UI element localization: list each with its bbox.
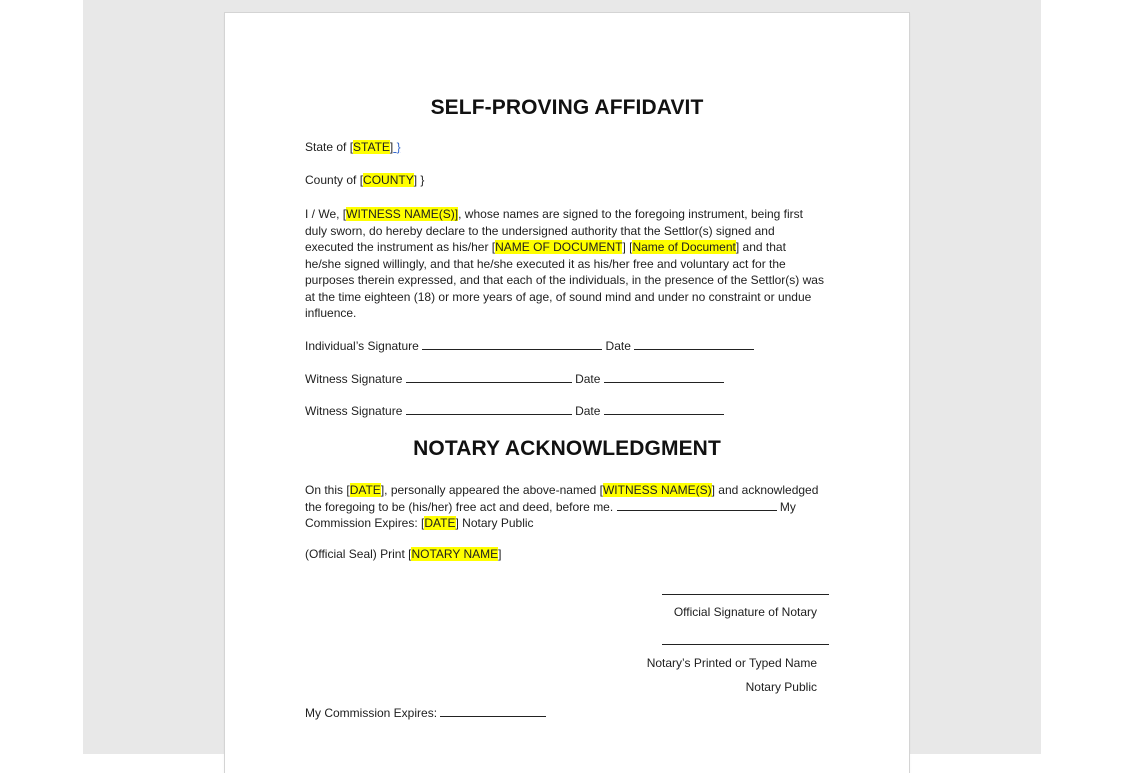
document-name-placeholder[interactable]: NAME OF DOCUMENT <box>495 240 623 254</box>
document-title-placeholder[interactable]: Name of Document <box>632 240 736 254</box>
notary-text-3: ] and acknowledged the foregoing to be (his/her) free act and deed, before me. <box>305 483 819 514</box>
witness-signature-line-1 <box>305 371 724 386</box>
witness-signature-line-2 <box>305 403 724 418</box>
county-prefix: County of [ <box>305 173 364 187</box>
body-text-4: ] and that he/she signed willingly, and that he/she executed it as his/her free and voluntary act for the purposes therein expressed, and that each of the individuals, in the presence of the Settlor(s) was at the time eighteen (18) or more years of age, of sound mind and under no constraint or undue influence. <box>305 240 824 320</box>
notary-inline-blank[interactable] <box>617 499 777 511</box>
witness-signature-label-2: Witness Signature <box>305 404 403 418</box>
county-line <box>305 173 424 187</box>
individual-date-blank[interactable] <box>634 338 754 350</box>
commission-date-placeholder[interactable]: DATE <box>424 516 456 530</box>
witness-date-blank-1[interactable] <box>604 371 724 383</box>
notary-name-placeholder[interactable]: NOTARY NAME <box>411 547 499 561</box>
state-prefix: State of [ <box>305 140 354 154</box>
affidavit-body <box>305 206 825 322</box>
witness-name-placeholder[interactable]: WITNESS NAME(S)] <box>346 207 459 221</box>
body-text-3: ] [ <box>622 240 633 254</box>
commission-expires-blank[interactable] <box>440 705 546 717</box>
county-placeholder[interactable]: COUNTY <box>363 173 414 187</box>
seal-prefix: (Official Seal) Print [ <box>305 547 412 561</box>
body-text-2: , whose names are signed to the foregoing instrument, being first duly sworn, do hereby declare to the undersigned authority that the Settlor(s) signed and executed the instrument as his/her [ <box>305 207 803 254</box>
printed-name-label: Notary’s Printed or Typed Name <box>646 656 817 670</box>
state-bracket: ] <box>389 140 394 154</box>
notary-text-1: On this [ <box>305 483 350 497</box>
state-placeholder[interactable]: STATE <box>353 140 390 154</box>
official-signature-rule[interactable] <box>662 594 829 595</box>
notary-paragraph <box>305 482 825 532</box>
witness-date-blank-2[interactable] <box>604 403 724 415</box>
notary-title: NOTARY ACKNOWLEDGMENT <box>413 437 721 460</box>
affidavit-title: SELF-PROVING AFFIDAVIT <box>430 96 704 119</box>
notary-text-5: ] Notary Public <box>455 516 534 530</box>
notary-text-4: My Commission Expires: [ <box>305 499 796 530</box>
official-signature-label: Official Signature of Notary <box>673 605 817 619</box>
individual-date-label: Date <box>605 339 631 353</box>
county-suffix: ] } <box>413 173 425 187</box>
printed-name-rule[interactable] <box>662 644 829 645</box>
state-line <box>305 140 401 154</box>
notary-witness-placeholder[interactable]: WITNESS NAME(S) <box>602 483 712 497</box>
notary-text-2: ], personally appeared the above-named [ <box>380 483 603 497</box>
notary-public-label: Notary Public <box>745 680 817 694</box>
witness-signature-label-1: Witness Signature <box>305 372 403 386</box>
document-page <box>225 13 909 773</box>
witness-signature-blank-1[interactable] <box>406 371 572 383</box>
seal-suffix: ] <box>498 547 502 561</box>
commission-expires-label: My Commission Expires: <box>305 706 438 720</box>
individual-signature-label: Individual’s Signature <box>305 339 419 353</box>
witness-date-label-2: Date <box>575 404 601 418</box>
notary-date-placeholder[interactable]: DATE <box>349 483 381 497</box>
state-brace: } <box>393 140 401 154</box>
individual-signature-line <box>305 338 754 353</box>
individual-signature-blank[interactable] <box>422 338 602 350</box>
official-seal-line <box>305 547 502 561</box>
witness-date-label-1: Date <box>575 372 601 386</box>
body-text-1: I / We, [ <box>305 207 347 221</box>
commission-expires-line <box>305 705 546 720</box>
witness-signature-blank-2[interactable] <box>406 403 572 415</box>
